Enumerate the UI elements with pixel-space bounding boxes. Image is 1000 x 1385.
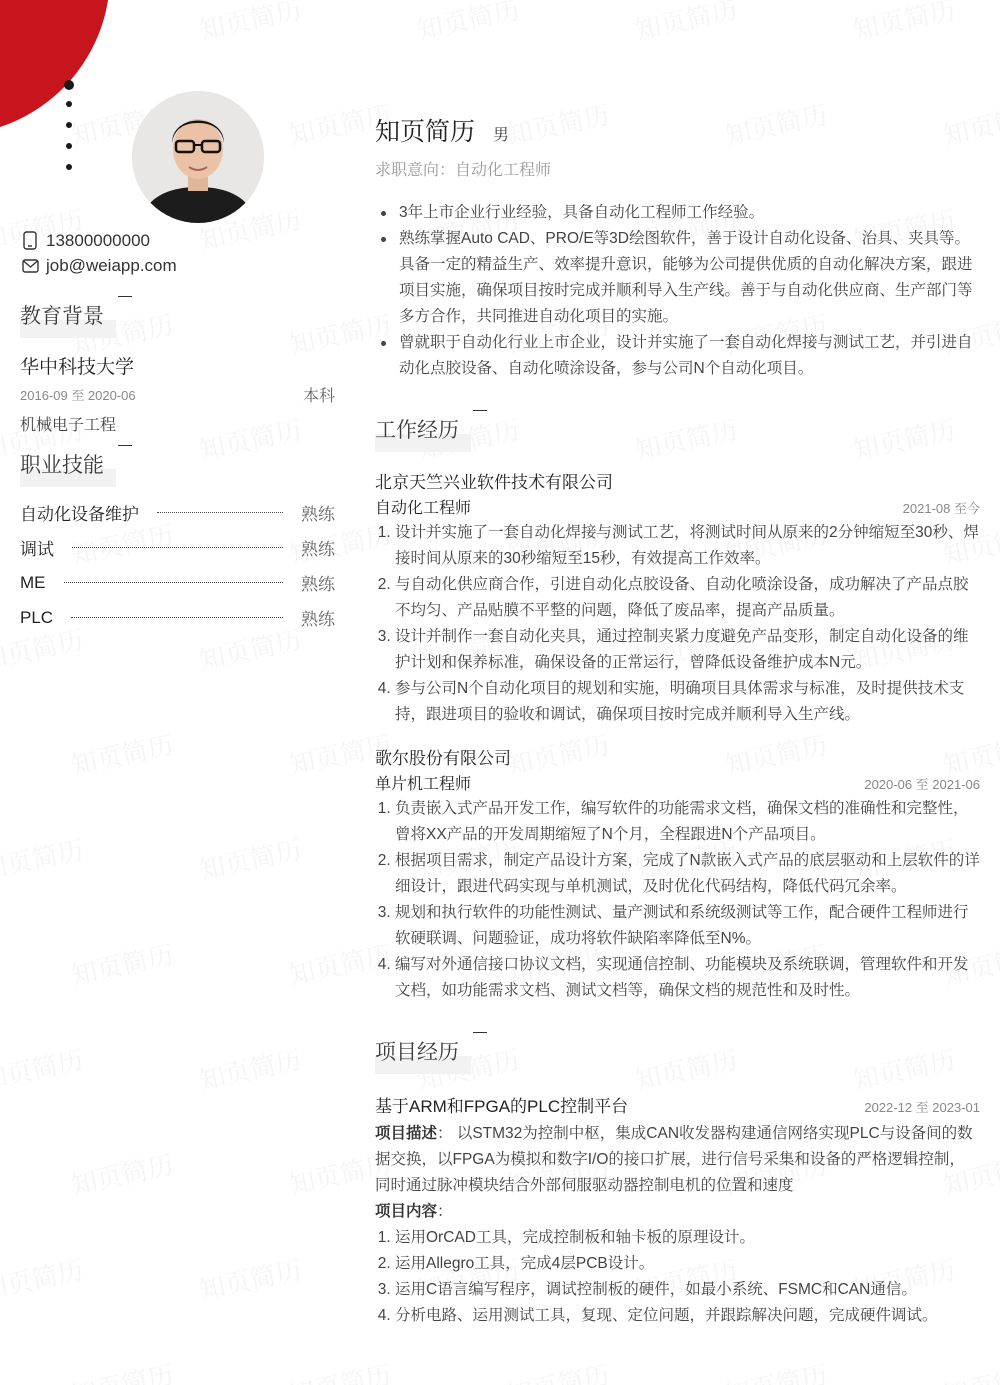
watermark-text <box>67 935 176 993</box>
watermark-text <box>0 1040 87 1098</box>
summary-item: 3年上市企业行业经验，具备自动化工程师工作经验。 <box>399 200 980 226</box>
mail-icon <box>20 259 40 273</box>
candidate-name: 知页简历 <box>375 118 476 146</box>
watermark-text <box>631 0 740 47</box>
projects-section-title: 项目经历 <box>375 1036 473 1070</box>
candidate-gender: 男 <box>493 127 510 144</box>
corner-decoration <box>0 0 110 135</box>
project-entry <box>375 1092 980 1329</box>
skill-item: ME 熟练 <box>20 572 335 594</box>
duty-item: 2. 与自动化供应商合作，引进自动化点胶设备、自动化喷涂设备，成功解决了产品点胶不均匀、产品贴膜不平整的问题，降低了废品率，提高产品质量。 <box>395 572 980 624</box>
project-content-item: 3. 运用C语言编写程序，调试控制板的硬件，如最小系统、FSMC和CAN通信。 <box>395 1277 980 1303</box>
project-content-item: 2. 运用Allegro工具，完成4层PCB设计。 <box>395 1251 980 1277</box>
watermark-text <box>285 1355 394 1385</box>
skills-section-title: 职业技能 <box>20 449 118 483</box>
right-column <box>375 112 980 1329</box>
duty-item: 4. 编写对外通信接口协议文档，实现通信控制、功能模块及系统联调，管理软件和开发文档，如功能需求文档、测试文档等，确保文档的规范性和及时性。 <box>395 952 980 1004</box>
watermark-text <box>849 0 958 47</box>
skill-item: 调试 熟练 <box>20 540 335 559</box>
project-desc-label: 项目描述 <box>375 1125 438 1142</box>
job-entry <box>375 744 980 1004</box>
duty-item: 3. 规划和执行软件的功能性测试、量产测试和系统级测试等工作，配合硬件工程师进行软硬联调、问题验证，成功将软件缺陷率降低至N%。 <box>395 900 980 952</box>
job-duties <box>375 520 980 728</box>
job-duties <box>375 796 980 1004</box>
watermark-text <box>0 830 87 888</box>
duty-item: 1. 负责嵌入式产品开发工作，编写软件的功能需求文档，确保文档的准确性和完整性，曾将XX产品的开发周期缩短了N个月，全程跟进N个产品项目。 <box>395 796 980 848</box>
education-section-title: 教育背景 <box>20 300 118 334</box>
duty-item: 4. 参与公司N个自动化项目的规划和实施，明确项目具体需求与标准，及时提供技术支持，跟进项目的验收和调试，确保项目按时完成并顺利导入生产线。 <box>395 676 980 728</box>
duty-item: 1. 设计并实施了一套自动化焊接与测试工艺，将测试时间从原来的2分钟缩短至30秒、焊接时间从原来的30秒缩短至15秒，有效提高工作效率。 <box>395 520 980 572</box>
project-name: 基于ARM和FPGA的PLC控制平台 <box>375 1097 629 1116</box>
work-section-title: 工作经历 <box>375 414 473 448</box>
watermark-text <box>721 1355 830 1385</box>
skills-list <box>20 495 335 635</box>
dots-decoration <box>66 80 74 185</box>
watermark-text <box>195 830 304 888</box>
project-desc-text: ： 以STM32为控制中枢，集成CAN收发器构建通信网络实现PLC与设备间的数据交换，以FPGA为模拟和数字I/O的接口扩展，进行信号采集和设备的严格逻辑控制，同时通过脉冲模块结合外部伺服驱动器控制电机的位置和速度 <box>375 1125 973 1194</box>
job-company: 北京天竺兴业软件技术有限公司 <box>375 473 613 492</box>
watermark-text <box>413 0 522 47</box>
summary-item: 熟练掌握Auto CAD、PRO/E等3D绘图软件，善于设计自动化设备、治具、夹具等。具备一定的精益生产、效率提升意识，能够为公司提供优质的自动化解决方案，跟进项目实施，确保项目按时完成并顺利导入生产线。善于与自动化供应商、生产部门等多方合作，共同推进自动化项目的实施。 <box>399 226 980 330</box>
left-column <box>20 228 335 635</box>
summary-list <box>375 200 980 382</box>
education-major: 机械电子工程 <box>20 417 117 434</box>
job-company: 歌尔股份有限公司 <box>375 749 511 768</box>
duty-item: 3. 设计并制作一套自动化夹具，通过控制夹紧力度避免产品变形，制定自动化设备的维护计划和保养标准，确保设备的正常运行，曾降低设备维护成本N元。 <box>395 624 980 676</box>
duty-item: 2. 根据项目需求，制定产品设计方案，完成了N款嵌入式产品的底层驱动和上层软件的详细设计，跟进代码实现与单机测试，及时优化代码结构，降低代码冗余率。 <box>395 848 980 900</box>
phone-icon <box>20 231 40 250</box>
education-degree: 本科 <box>302 388 335 405</box>
project-date: 2022-12 至 2023-01 <box>864 1100 980 1115</box>
watermark-text <box>67 1355 176 1385</box>
watermark-text <box>195 1040 304 1098</box>
project-description <box>375 1121 980 1199</box>
job-title: 自动化工程师 <box>375 500 472 517</box>
project-content-list <box>375 1225 980 1329</box>
avatar <box>132 91 264 223</box>
contact-email <box>20 253 335 278</box>
email-text[interactable]: job@weiapp.com <box>46 255 177 275</box>
education-school: 华中科技大学 <box>20 357 135 378</box>
watermark-text <box>195 0 304 47</box>
phone-text[interactable]: 13800000000 <box>46 230 151 250</box>
watermark-text <box>939 1355 1000 1385</box>
project-content-heading: 项目内容： <box>375 1203 453 1220</box>
job-entry <box>375 468 980 728</box>
job-date: 2020-06 至 2021-06 <box>864 777 980 792</box>
job-title: 单片机工程师 <box>375 776 472 793</box>
watermark-text <box>195 1250 304 1308</box>
contact-phone <box>20 228 335 253</box>
skill-item: 自动化设备维护 熟练 <box>20 505 335 524</box>
education-date: 2016-09 至 2020-06 <box>20 388 136 403</box>
project-content-item: 4. 分析电路、运用测试工具，复现、定位问题，并跟踪解决问题，完成硬件调试。 <box>395 1303 980 1329</box>
summary-item: 曾就职于自动化行业上市企业，设计并实施了一套自动化焊接与测试工艺，并引进自动化点胶设备、自动化喷涂设备，参与公司N个自动化项目。 <box>399 330 980 382</box>
watermark-text <box>503 1355 612 1385</box>
watermark-text <box>67 725 176 783</box>
job-intent: 求职意向：自动化工程师 <box>375 162 552 179</box>
skill-item: PLC 熟练 <box>20 607 335 629</box>
watermark-text <box>0 1250 87 1308</box>
job-date: 2021-08 至今 <box>902 501 980 516</box>
watermark-text <box>67 1145 176 1203</box>
project-content-item: 1. 运用OrCAD工具，完成控制板和轴卡板的原理设计。 <box>395 1225 980 1251</box>
